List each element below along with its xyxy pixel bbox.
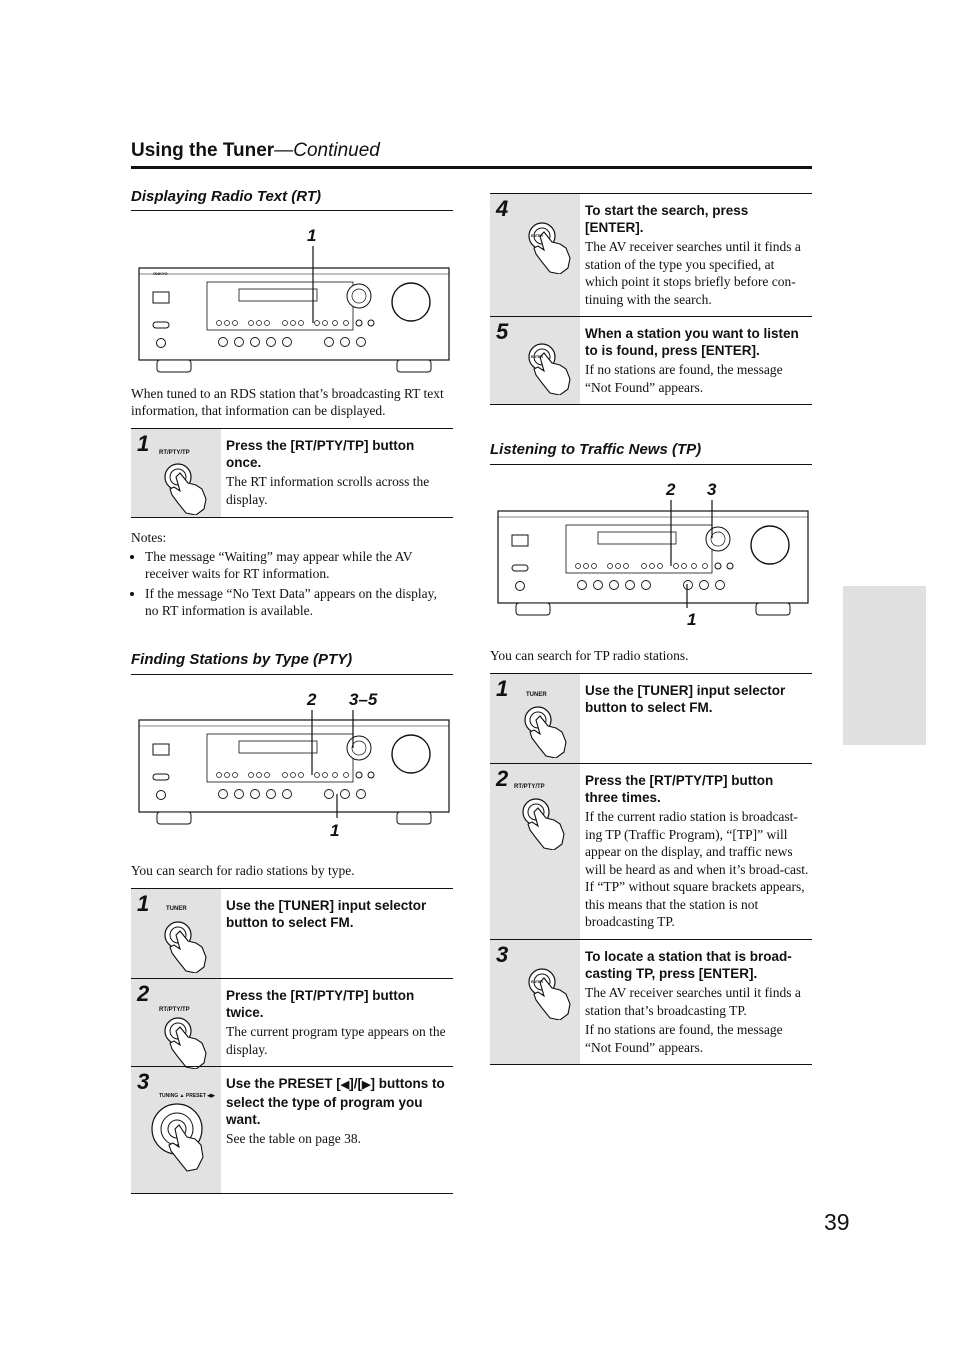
tuner-label: TUNER [166, 906, 187, 912]
step-description: See the table on page 38. [226, 1131, 361, 1146]
step-icon-panel [131, 429, 221, 517]
tp-step-1 [490, 674, 812, 763]
enter-button-icon [520, 214, 580, 274]
preset-dial-icon [149, 1099, 219, 1179]
rt-notes [131, 529, 453, 622]
tuner-button-icon [156, 913, 216, 973]
step-description: The RT information scrolls across the display. [226, 474, 430, 507]
step-description: If no stations are found, the message “Not Found” appears. [585, 362, 783, 395]
enter-button-icon [520, 960, 580, 1020]
step-number: 4 [496, 196, 509, 221]
chapter-tab [843, 586, 926, 745]
brand-logo: ONKYO [153, 271, 168, 276]
receiver-illustration-tp [490, 478, 810, 636]
step-title: To start the search, press [ENTER]. [585, 203, 749, 235]
callout-1: 1 [687, 610, 697, 629]
step-description: The AV receiver searches until it finds a station of the type you specified, at which point it stops briefly before con-tinuing with the search. [585, 239, 801, 307]
rt-pty-tp-label: RT/PTY/TP [159, 450, 190, 456]
pty-steps [131, 888, 453, 1194]
step-number: 2 [496, 766, 509, 791]
tp-intro: You can search for TP radio stations. [490, 648, 689, 663]
section-title-rt: Displaying Radio Text (RT) [131, 188, 322, 205]
step-title: Use the [TUNER] input selector button to select FM. [226, 898, 427, 930]
step-description: If no stations are found, the message “Not Found” appears. [585, 1022, 783, 1055]
tp-step-3 [490, 940, 812, 1064]
step-number: 3 [137, 1069, 150, 1094]
callout-1: 1 [330, 821, 340, 840]
tp-steps [490, 673, 812, 1065]
step-title: Press the [RT/PTY/TP] button three times. [585, 773, 774, 805]
rt-pty-tp-button-icon [156, 455, 216, 515]
tuning-preset-label: TUNING ▲ PRESET ◀▶ [159, 1093, 215, 1099]
step-title: Use the [TUNER] input selector button to select FM. [585, 683, 786, 715]
step-title: Press the [RT/PTY/TP] button once. [226, 438, 415, 470]
callout-2: 2 [666, 480, 676, 499]
rt-pty-tp-label: RT/PTY/TP [159, 1007, 190, 1013]
pty-step-1 [131, 889, 453, 978]
receiver-illustration-rt [131, 224, 451, 374]
enter-label: ENTER [531, 355, 543, 359]
page-number: 39 [824, 1209, 850, 1235]
step-number: 3 [496, 942, 509, 967]
receiver-illustration-pty [131, 688, 451, 846]
note-item: • If the message “No Text Data” appears on the display, no RT information is available. [145, 585, 453, 619]
step-title: Use the PRESET [◀]/[▶] buttons to select the type of program you want. [226, 1076, 445, 1127]
left-arrow-icon: ◀ [340, 1079, 350, 1091]
section-title-pty: Finding Stations by Type (PTY) [131, 651, 353, 668]
enter-button-icon [520, 335, 580, 395]
callout-3-5: 3–5 [349, 690, 378, 709]
pty-step-2 [131, 979, 453, 1066]
step-number: 5 [496, 319, 509, 344]
callout-3: 3 [707, 480, 717, 499]
rt-pty-tp-button-icon [514, 790, 574, 850]
step-number: 1 [137, 431, 150, 456]
callout-2: 2 [307, 690, 317, 709]
tuner-label: TUNER [526, 692, 547, 698]
rt-step-1 [131, 428, 453, 518]
pty-step-5 [490, 317, 812, 404]
tp-step-2 [490, 764, 812, 939]
header-continued: —Continued [274, 140, 380, 161]
notes-title: Notes: [131, 530, 167, 545]
step-description: The current program type appears on the display. [226, 1024, 446, 1057]
step-description: If the current radio station is broadcast-ing TP (Traffic Program), “[TP]” will appear on the display, and traffic news will be heard as and when it’s broad-cast. If “TP” without square brackets appears, this means that the station is not broadcasting TP. [585, 809, 809, 929]
step-title: To locate a station that is broad-casting TP, press [ENTER]. [585, 949, 792, 981]
note-item: • The message “Waiting” may appear while the AV receiver waits for RT information. [145, 548, 453, 582]
page-header [131, 138, 812, 172]
header-rule [131, 166, 812, 169]
tuner-button-icon [516, 698, 576, 758]
pty-step-3 [131, 1067, 453, 1193]
right-arrow-icon: ▶ [362, 1079, 371, 1091]
rt-intro: When tuned to an RDS station that’s broadcasting RT text information, that information can be displayed. [131, 386, 444, 418]
callout-1: 1 [307, 226, 317, 245]
section-title-tp: Listening to Traffic News (TP) [490, 441, 702, 458]
rt-pty-tp-button-icon [156, 1009, 216, 1069]
step-number: 2 [137, 981, 150, 1006]
enter-label: ENTER [531, 234, 543, 238]
pty-intro: You can search for radio stations by type. [131, 863, 355, 878]
step-title: Press the [RT/PTY/TP] button twice. [226, 988, 415, 1020]
step-title: When a station you want to listen to is found, press [ENTER]. [585, 326, 799, 358]
step-number: 1 [137, 891, 150, 916]
section-rule [131, 210, 453, 211]
pty-step-4 [490, 194, 812, 316]
section-rule [490, 464, 812, 465]
header-title: Using the Tuner [131, 140, 275, 161]
rt-pty-tp-label: RT/PTY/TP [514, 784, 545, 790]
step-number: 1 [496, 676, 509, 701]
step-description: The AV receiver searches until it finds a station that’s broadcasting TP. [585, 985, 801, 1018]
pty-steps-cont [490, 193, 812, 405]
section-rule [131, 674, 453, 675]
enter-label: ENTER [531, 980, 543, 984]
